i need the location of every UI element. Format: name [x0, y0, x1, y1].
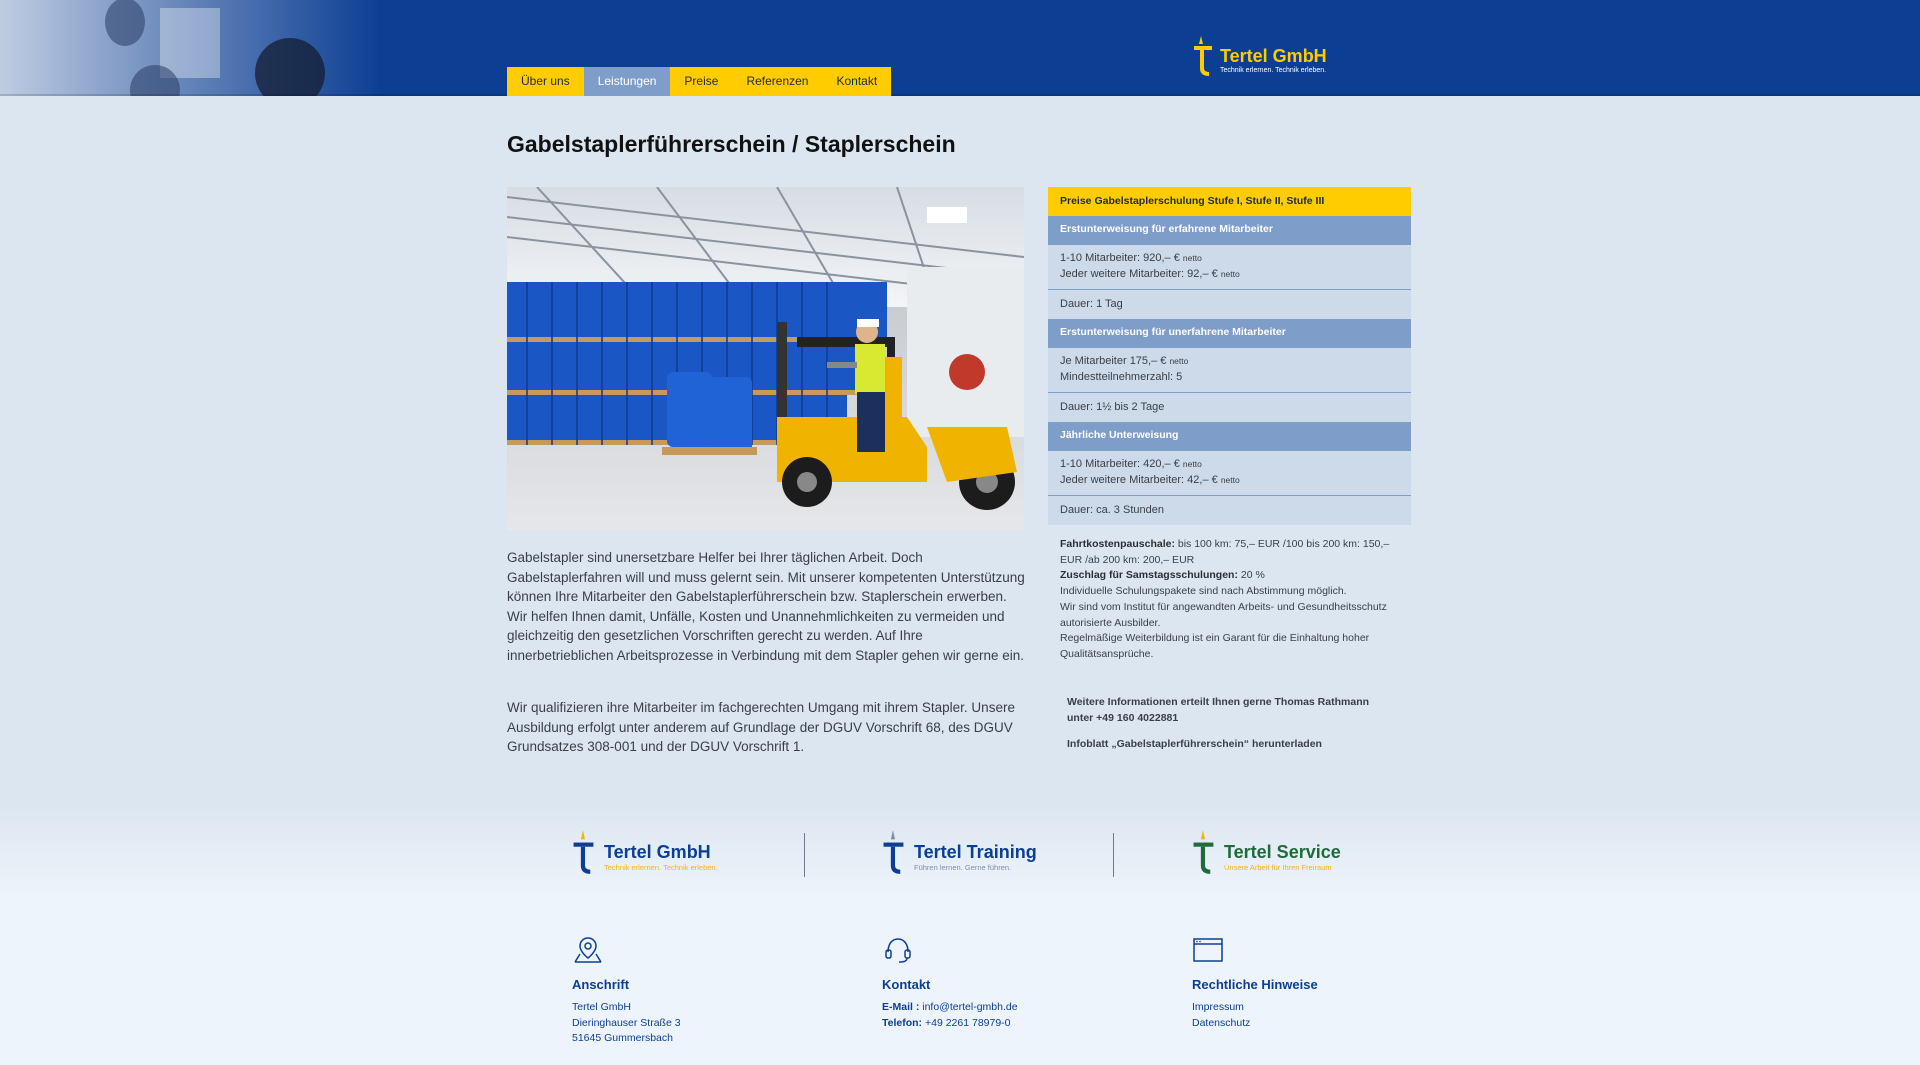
footer-address-title: Anschrift	[572, 977, 630, 992]
footer-logo-name: Tertel Training	[914, 842, 1037, 862]
price-line: 1-10 Mitarbeiter: 420,– €	[1060, 458, 1180, 470]
price-section-title: Erstunterweisung für unerfahrene Mitarbeiter	[1048, 319, 1411, 348]
price-section-title: Jährliche Unterweisung	[1048, 422, 1411, 451]
price-suffix: netto	[1182, 459, 1202, 469]
travel-cost-label: Fahrtkostenpauschale:	[1060, 538, 1175, 550]
email-link[interactable]: info@tertel-gmbh.de	[919, 1001, 1018, 1013]
price-suffix: netto	[1182, 253, 1202, 263]
footer-logo-tertel-gmbh[interactable]	[572, 830, 718, 876]
authorized-note: Wir sind vom Institut für angewandten Arbeits- und Gesundheitsschutz autorisierte Ausbilder.	[1060, 600, 1387, 629]
nav-item-ueber-uns[interactable]: Über uns	[507, 67, 584, 96]
price-section-body	[1048, 245, 1411, 290]
footer-logo-tertel-training[interactable]	[882, 830, 1037, 876]
quality-note: Regelmäßige Weiterbildung ist ein Garant für die Einhaltung hoher Qualitätsansprüche.	[1060, 632, 1370, 660]
price-line: Jeder weitere Mitarbeiter: 92,– €	[1060, 268, 1218, 280]
footer-logo-name: Tertel GmbH	[604, 842, 711, 862]
intro-paragraph-2: Wir qualifizieren ihre Mitarbeiter im fachgerechten Umgang mit ihrem Stapler. Unsere Ausbildung erfolgt unter anderem auf Grundlage der DGUV Vorschrift 68, des DGUV Grundsatzes 308-001 und der DGUV Vorschrift 1.	[507, 700, 1015, 755]
brand-name: Tertel GmbH	[1220, 46, 1327, 66]
price-duration: Dauer: ca. 3 Stunden	[1048, 496, 1411, 525]
price-line: 1-10 Mitarbeiter: 920,– €	[1060, 252, 1180, 264]
price-extra-info	[1060, 537, 1400, 663]
address-line: 51645 Gummersbach	[572, 1032, 673, 1044]
price-box	[1048, 187, 1411, 525]
main-nav	[507, 67, 891, 96]
footer-legal-title: Rechtliche Hinweise	[1192, 977, 1318, 992]
travel-cost-text: bis 100 km: 75,– EUR /100 bis 200 km: 150,– EUR /ab 200 km: 200,– EUR	[1060, 538, 1390, 566]
price-suffix: netto	[1169, 356, 1189, 366]
price-line: Jeder weitere Mitarbeiter: 42,– €	[1060, 474, 1218, 486]
site-header	[0, 0, 1920, 96]
tertel-logo-icon	[1192, 34, 1214, 78]
footer-address	[572, 936, 812, 1047]
price-duration: Dauer: 1 Tag	[1048, 290, 1411, 319]
footer-divider	[804, 833, 805, 877]
price-section-body	[1048, 348, 1411, 393]
nav-item-referenzen[interactable]: Referenzen	[732, 67, 822, 96]
headset-icon	[882, 936, 914, 964]
footer-logo-tertel-service[interactable]	[1192, 830, 1341, 876]
infoblatt-download-link[interactable]: Infoblatt „Gabelstaplerführerschein“ herunterladen	[1067, 738, 1322, 750]
saturday-surcharge-label: Zuschlag für Samstagsschulungen:	[1060, 569, 1238, 582]
email-label: E-Mail :	[882, 1001, 920, 1013]
price-box-header: Preise Gabelstaplerschulung Stufe I, Stufe II, Stufe III	[1048, 187, 1411, 216]
tertel-service-logo-icon	[1192, 830, 1216, 876]
price-line: Je Mitarbeiter 175,– €	[1060, 355, 1167, 367]
nav-item-kontakt[interactable]: Kontakt	[822, 67, 891, 96]
address-line: Dieringhauser Straße 3	[572, 1016, 681, 1029]
footer-logo-tagline: Unsere Arbeit für Ihren Freiraum	[1224, 863, 1332, 872]
nav-item-leistungen[interactable]: Leistungen	[584, 67, 671, 96]
contact-note-line: Weitere Informationen erteilt Ihnen gerne Thomas Rathmann	[1067, 696, 1370, 708]
footer-logo-tagline: Technik erlernen. Technik erleben.	[604, 863, 718, 872]
footer-contact-title: Kontakt	[882, 977, 931, 992]
nav-item-preise[interactable]: Preise	[670, 67, 732, 96]
saturday-surcharge-text: 20 %	[1237, 569, 1265, 582]
footer-logo-name: Tertel Service	[1224, 842, 1341, 862]
contact-note	[1067, 695, 1407, 726]
browser-window-icon	[1192, 936, 1224, 964]
contact-phone[interactable]: unter +49 160 4022881	[1067, 711, 1179, 724]
map-pin-icon	[572, 936, 604, 964]
address-line: Tertel GmbH	[572, 1001, 631, 1013]
footer-legal	[1192, 936, 1432, 1031]
phone-label: Telefon:	[882, 1016, 923, 1029]
forklift-warehouse-image	[507, 187, 1024, 530]
price-section-title: Erstunterweisung für erfahrene Mitarbeiter	[1048, 216, 1411, 245]
tertel-training-logo-icon	[882, 830, 906, 876]
phone-link[interactable]: +49 2261 78979-0	[922, 1016, 1011, 1029]
packages-note: Individuelle Schulungspakete sind nach Abstimmung möglich.	[1060, 585, 1347, 598]
page-title: Gabelstaplerführerschein / Staplerschein	[507, 131, 956, 157]
brand-tagline: Technik erlernen. Technik erleben.	[1220, 67, 1327, 74]
datenschutz-link[interactable]: Datenschutz	[1192, 1016, 1251, 1029]
header-photo	[0, 0, 380, 96]
impressum-link[interactable]: Impressum	[1192, 1001, 1244, 1013]
footer-divider	[1113, 833, 1114, 877]
brand-logo[interactable]	[1192, 34, 1327, 78]
intro-paragraph-1: Gabelstapler sind unersetzbare Helfer bei Ihrer täglichen Arbeit. Doch Gabelstaplerfahren will und muss gelernt sein. Mit unserer kompetenten Unterstützung können Ihre Mitarbeiter den Gabelstaplerführerschein bzw. Staplerschein erwerben. Wir helfen Ihnen damit, Unfälle, Kosten und Unannehmlichkeiten zu vermeiden und gleichzeitig den gesetzlichen Vorschriften gerecht zu werden. Auf Ihre innerbetrieblichen Arbeitsprozesse in Verbindung mit dem Stapler gehen wir gerne ein.	[507, 550, 1025, 663]
price-section-body	[1048, 451, 1411, 496]
price-duration: Dauer: 1½ bis 2 Tage	[1048, 393, 1411, 422]
footer-contact	[882, 936, 1122, 1031]
price-line: Mindestteilnehmerzahl: 5	[1060, 371, 1183, 383]
price-suffix: netto	[1220, 475, 1240, 485]
tertel-logo-icon	[572, 830, 596, 876]
price-suffix: netto	[1220, 269, 1240, 279]
footer-logo-tagline: Führen lernen. Gerne führen.	[914, 863, 1012, 872]
